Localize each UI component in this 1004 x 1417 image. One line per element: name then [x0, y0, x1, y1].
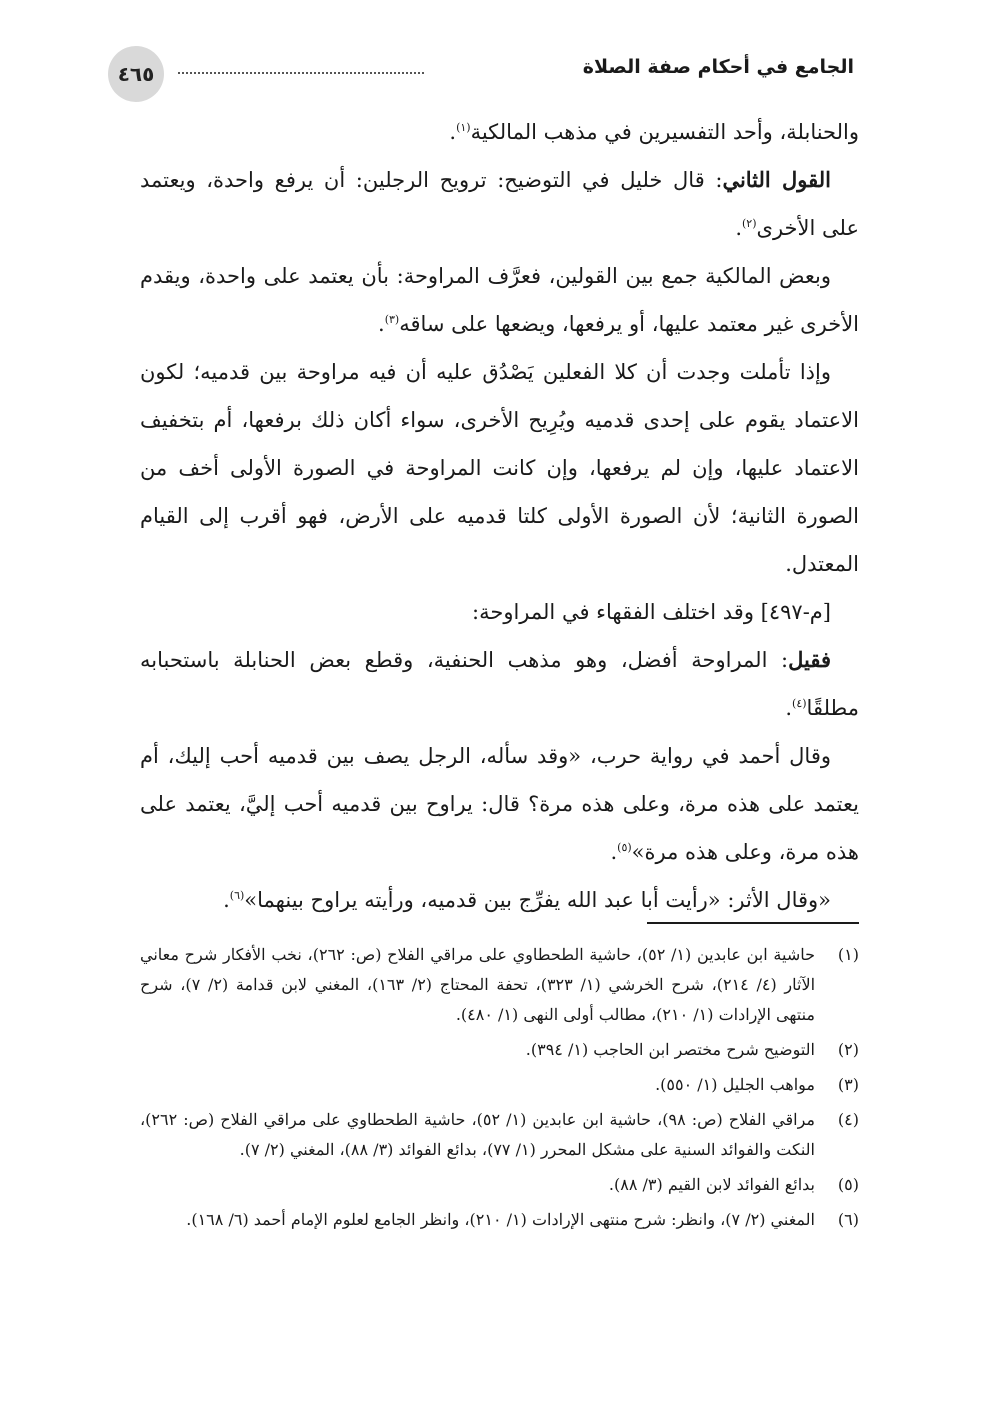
footnote-number: (٤) — [837, 1110, 859, 1129]
paragraph-text: : المراوحة أفضل، وهو مذهب الحنفية، وقطع بعض الحنابلة باستحبابه مطلقًا — [140, 648, 859, 720]
footnote-number: (٥) — [837, 1175, 859, 1194]
footnote — [140, 1070, 859, 1100]
footnote-text: مراقي الفلاح (ص: ٩٨)، حاشية ابن عابدين (١/ ٥٢)، حاشية الطحطاوي على مراقي الفلاح (ص: ٢٦٢)، النكت والفوائد السنية على مشكل المحرر (١/ ٧٧)، بدائع الفوائد (٣/ ٨٨)، المغني (٢/ ٧). — [140, 1110, 815, 1159]
footnote-ref[interactable]: (١) — [456, 121, 471, 134]
paragraph-lead: فقيل — [788, 647, 831, 672]
footnote-ref[interactable]: (٢) — [742, 217, 757, 230]
paragraph-lead: القول الثاني — [722, 167, 831, 192]
paragraph-tail: . — [735, 216, 742, 240]
footnote-ref[interactable]: (٣) — [384, 313, 400, 326]
paragraph — [140, 252, 859, 348]
footnote — [140, 940, 859, 1030]
footnote-number: (٦) — [837, 1210, 859, 1229]
paragraph-text: : قال خليل في التوضيح: ترويح الرجلين: أن يرفع واحدة، ويعتمد على الأخرى — [140, 168, 859, 240]
footnote-text: بدائع الفوائد لابن القيم (٣/ ٨٨). — [608, 1175, 815, 1194]
paragraph-tail: . — [449, 120, 457, 144]
footnote — [140, 1170, 859, 1200]
footnote — [140, 1105, 859, 1165]
paragraph-text: [م-٤٩٧] وقد اختلف الفقهاء في المراوحة: — [472, 600, 831, 624]
footnote-ref[interactable]: (٥) — [617, 841, 632, 854]
footnote-ref[interactable]: (٦) — [229, 889, 245, 902]
footnotes — [140, 940, 859, 1240]
footnote-number: (٣) — [837, 1075, 859, 1094]
paragraph-tail: . — [378, 312, 385, 336]
paragraph — [140, 108, 859, 156]
paragraph — [140, 876, 859, 924]
footnote — [140, 1035, 859, 1065]
page-number-badge: ٤٦٥ — [108, 46, 164, 102]
paragraph-text: وبعض المالكية جمع بين القولين، فعرَّف المراوحة: بأن يعتمد على واحدة، ويقدم الأخرى غير معتمد عليها، أو يرفعها، ويضعها على ساقه — [140, 264, 859, 336]
footnote-ref[interactable]: (٤) — [792, 697, 807, 710]
header-dotted-rule — [178, 72, 424, 74]
paragraph-text: «وقال الأثر: «رأيت أبا عبد الله يفرِّج بين قدميه، ورأيته يراوح بينهما» — [244, 888, 831, 912]
paragraph — [140, 156, 859, 252]
footnote-number: (٢) — [837, 1040, 859, 1059]
paragraph — [140, 636, 859, 732]
paragraph — [140, 588, 859, 636]
footnote — [140, 1205, 859, 1235]
footnote-text: المغني (٢/ ٧)، وانظر: شرح منتهى الإرادات (١/ ٢١٠)، وانظر الجامع لعلوم الإمام أحمد (٦/ ١٦٨). — [186, 1210, 815, 1229]
paragraph-tail: . — [223, 888, 230, 912]
paragraph-tail: . — [610, 840, 618, 864]
footnote-number: (١) — [837, 945, 859, 964]
paragraph-text: والحنابلة، وأحد التفسيرين في مذهب المالكية — [470, 120, 859, 144]
running-header — [108, 40, 854, 100]
footnote-text: مواهب الجليل (١/ ٥٥٠). — [655, 1075, 815, 1094]
paragraph — [140, 348, 859, 588]
footnote-text: حاشية ابن عابدين (١/ ٥٢)، حاشية الطحطاوي على مراقي الفلاح (ص: ٢٦٢)، نخب الأفكار شرح معاني الآثار (٤/ ٢١٤)، شرح الخرشي (١/ ٣٢٣)، تحفة المحتاج (٢/ ١٦٣)، المغني لابن قدامة (٢/ ٧)، شرح منتهى الإرادات (١/ ٢١٠)، مطالب أولى النهى (١/ ٤٨٠). — [140, 945, 816, 1024]
paragraph-text: وإذا تأملت وجدت أن كلا الفعلين يَصْدُق عليه أن فيه مراوحة بين قدميه؛ لكون الاعتماد يقوم على إحدى قدميه ويُرِيح الأخرى، سواء أكان ذلك برفعها، أم بتخفيف الاعتماد عليها، وإن لم يرفعها، وإن كانت المراوحة في الصورة الأولى أخف من الصورة الثانية؛ لأن الصورة الأولى كلتا قدميه على الأرض، فهو أقرب إلى القيام المعتدل. — [140, 360, 859, 576]
paragraph — [140, 732, 859, 876]
footnote-divider — [647, 922, 859, 924]
main-text — [140, 108, 859, 924]
paragraph-tail: . — [785, 696, 793, 720]
book-title: الجامع في أحكام صفة الصلاة — [577, 56, 854, 78]
paragraph-text: وقال أحمد في رواية حرب، «وقد سأله، الرجل يصف بين قدميه أحب إليك، أم يعتمد على هذه مرة، وعلى هذه مرة؟ قال: يراوح بين قدميه أحب إليَّ، يعتمد على هذه مرة، وعلى هذه مرة» — [140, 744, 859, 864]
footnote-text: التوضيح شرح مختصر ابن الحاجب (١/ ٣٩٤). — [525, 1040, 815, 1059]
